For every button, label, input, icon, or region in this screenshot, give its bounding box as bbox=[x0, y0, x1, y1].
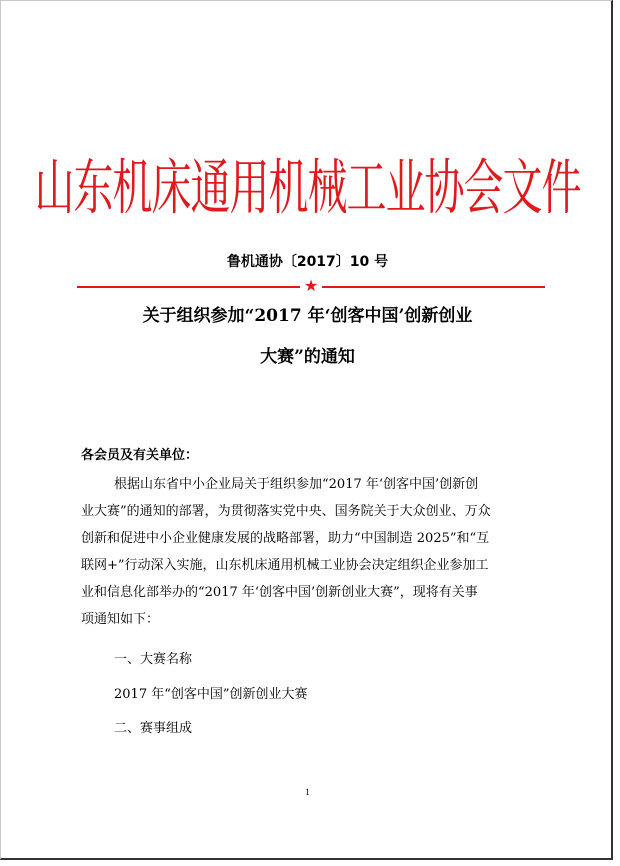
notice-title-line2: 大赛”的通知 bbox=[260, 347, 355, 367]
notice-title-line1: 关于组织参加“2017 年‘创客中国’创新创业 bbox=[142, 306, 473, 326]
section1-heading: 一、大赛名称 bbox=[114, 652, 193, 667]
org-header-title: 山东机床通用机械工业协会文件 bbox=[34, 154, 581, 224]
section1-content: 2017 年“创客中国”创新创业大赛 bbox=[114, 687, 308, 702]
red-divider-right bbox=[322, 286, 545, 288]
salutation: 各会员及有关单位： bbox=[81, 448, 199, 463]
red-divider-left bbox=[77, 286, 300, 288]
document-number: 鲁机通协〔2017〕10 号 bbox=[226, 254, 389, 270]
paragraph-line: 项通知如下： bbox=[81, 612, 160, 627]
section2-heading: 二、赛事组成 bbox=[114, 721, 193, 736]
star-icon: ★ bbox=[303, 276, 319, 295]
paragraph-line: 创新和促进中小企业健康发展的战略部署，助力“中国制造 2025”和“互 bbox=[81, 531, 490, 546]
paragraph-line: 业大赛”的通知的部署，为贯彻落实党中央、国务院关于大众创业、万众 bbox=[81, 504, 491, 519]
paragraph-line: 根据山东省中小企业局关于组织参加“2017 年‘创客中国’创新创 bbox=[114, 477, 479, 492]
paragraph-line: 业和信息化部举办的“2017 年‘创客中国’创新创业大赛”，现将有关事 bbox=[81, 585, 478, 600]
page-number: 1 bbox=[305, 787, 310, 797]
paragraph-line: 联网+”行动深入实施，山东机床通用机械工业协会决定组织企业参加工 bbox=[81, 558, 489, 573]
